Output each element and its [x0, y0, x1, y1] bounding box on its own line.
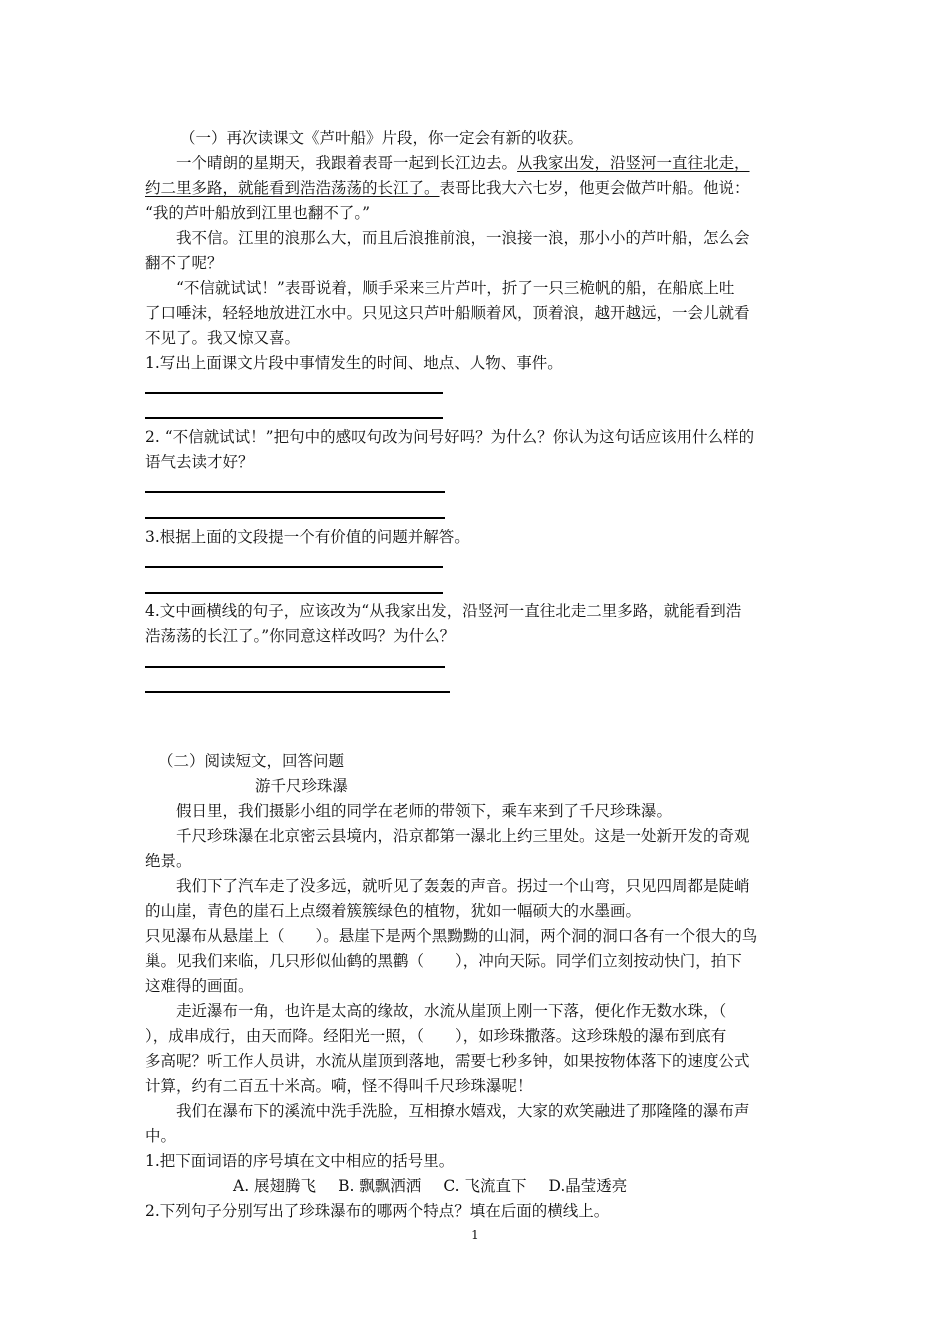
passage-line: 千尺珍珠瀑在北京密云县境内，沿京都第一瀑北上约三里处。这是一处新开发的奇观: [176, 827, 750, 845]
passage-line: 了口唾沫，轻轻地放进江水中。只见这只芦叶船顺着风，顶着浪，越开越远，一会儿就看: [145, 304, 750, 322]
word-options: [233, 1174, 898, 1198]
passage-line: 巢。见我们来临，几只形似仙鹤的黑鹳（ ），冲向天际。同学们立刻按动快门，拍下: [145, 952, 742, 970]
passage-line: 我们下了汽车走了没多远，就听见了轰轰的声音。拐过一个山弯，只见四周都是陡峭: [176, 877, 750, 895]
passage-line: 翻不了呢？: [145, 254, 223, 272]
underlined-sentence: 从我家出发，沿竖河一直往北走，: [517, 154, 750, 172]
passage-line: 中。: [145, 1127, 177, 1145]
passage-line: 绝景。: [145, 852, 192, 870]
passage-line: ），成串成行，由天而降。经阳光一照，（ ），如珍珠撒落。这珍珠般的瀑布到底有: [145, 1027, 727, 1045]
underlined-sentence: 约二里多路，就能看到浩浩荡荡的长江了。: [145, 179, 440, 197]
passage-line: “不信就试试！”表哥说着，顺手采来三片芦叶，折了一只三桅帆的船，在船底上吐: [176, 279, 735, 297]
passage-line: 不见了。我又惊又喜。: [145, 329, 301, 347]
answer-line[interactable]: [145, 566, 443, 568]
page-number: 1: [471, 1228, 479, 1242]
passage-line: 计算，约有二百五十米高。嗬，怪不得叫千尺珍珠瀑呢！: [145, 1077, 533, 1095]
option-a: A. 展翅腾飞: [233, 1177, 317, 1195]
passage-line: “我的芦叶船放到江里也翻不了。”: [145, 204, 371, 222]
question-1: 1.写出上面课文片段中事情发生的时间、地点、人物、事件。: [145, 354, 563, 372]
section2-heading: （二）阅读短文，回答问题: [158, 752, 345, 770]
passage-line: 多高呢？听工作人员讲，水流从崖顶到落地，需要七秒多钟，如果按物体落下的速度公式: [145, 1052, 750, 1070]
answer-line[interactable]: [145, 417, 443, 419]
question-3: 3.根据上面的文段提一个有价值的问题并解答。: [145, 528, 470, 546]
answer-line[interactable]: [145, 592, 443, 594]
article-title: 游千尺珍珠瀑: [255, 777, 349, 795]
option-d: D.晶莹透亮: [548, 1177, 628, 1195]
answer-line[interactable]: [145, 691, 450, 693]
answer-line[interactable]: [145, 491, 445, 493]
answer-line[interactable]: [145, 517, 445, 519]
passage-text: 一个晴朗的星期天，我跟着表哥一起到长江边去。: [176, 154, 518, 172]
section1-heading: （一）再次读课文《芦叶船》片段，你一定会有新的收获。: [180, 129, 584, 147]
question-4: 4.文中画横线的句子，应该改为“从我家出发，沿竖河一直往北走二里多路，就能看到浩: [145, 602, 742, 620]
question-4-cont: 浩荡荡的长江了。”你同意这样改吗？为什么？: [145, 627, 456, 645]
passage-line: 的山崖，青色的崖石上点缀着簇簇绿色的植物，犹如一幅硕大的水墨画。: [145, 902, 642, 920]
passage-line: 这难得的画面。: [145, 977, 254, 995]
passage-line: 我不信。江里的浪那么大，而且后浪推前浪，一浪接一浪，那小小的芦叶船，怎么会: [176, 229, 750, 247]
passage-line: [145, 176, 810, 200]
option-c: C. 飞流直下: [443, 1177, 527, 1195]
question-2-cont: 语气去读才好？: [145, 453, 254, 471]
passage-line: 走近瀑布一角，也许是太高的缘故，水流从崖顶上刚一下落，便化作无数水珠，（: [176, 1002, 727, 1020]
question-2: 2. “不信就试试！”把句中的感叹句改为问号好吗？为什么？你认为这句话应该用什么样的: [145, 428, 755, 446]
passage-line: 我们在瀑布下的溪流中洗手洗脸，互相撩水嬉戏，大家的欢笑融进了那隆隆的瀑布声: [176, 1102, 750, 1120]
question-2: 2.下列句子分别写出了珍珠瀑布的哪两个特点？填在后面的横线上。: [145, 1202, 610, 1220]
question-1: 1.把下面词语的序号填在文中相应的括号里。: [145, 1152, 455, 1170]
passage-line: 只见瀑布从悬崖上（ ）。悬崖下是两个黑黝黝的山洞，两个洞的洞口各有一个很大的鸟: [145, 927, 758, 945]
answer-line[interactable]: [145, 666, 445, 668]
answer-line[interactable]: [145, 392, 443, 394]
option-b: B. 飘飘洒洒: [338, 1177, 422, 1195]
passage-text: 表哥比我大六七岁，他更会做芦叶船。他说：: [439, 179, 750, 197]
passage-line: [145, 151, 810, 175]
passage-line: 假日里，我们摄影小组的同学在老师的带领下，乘车来到了千尺珍珠瀑。: [176, 802, 673, 820]
